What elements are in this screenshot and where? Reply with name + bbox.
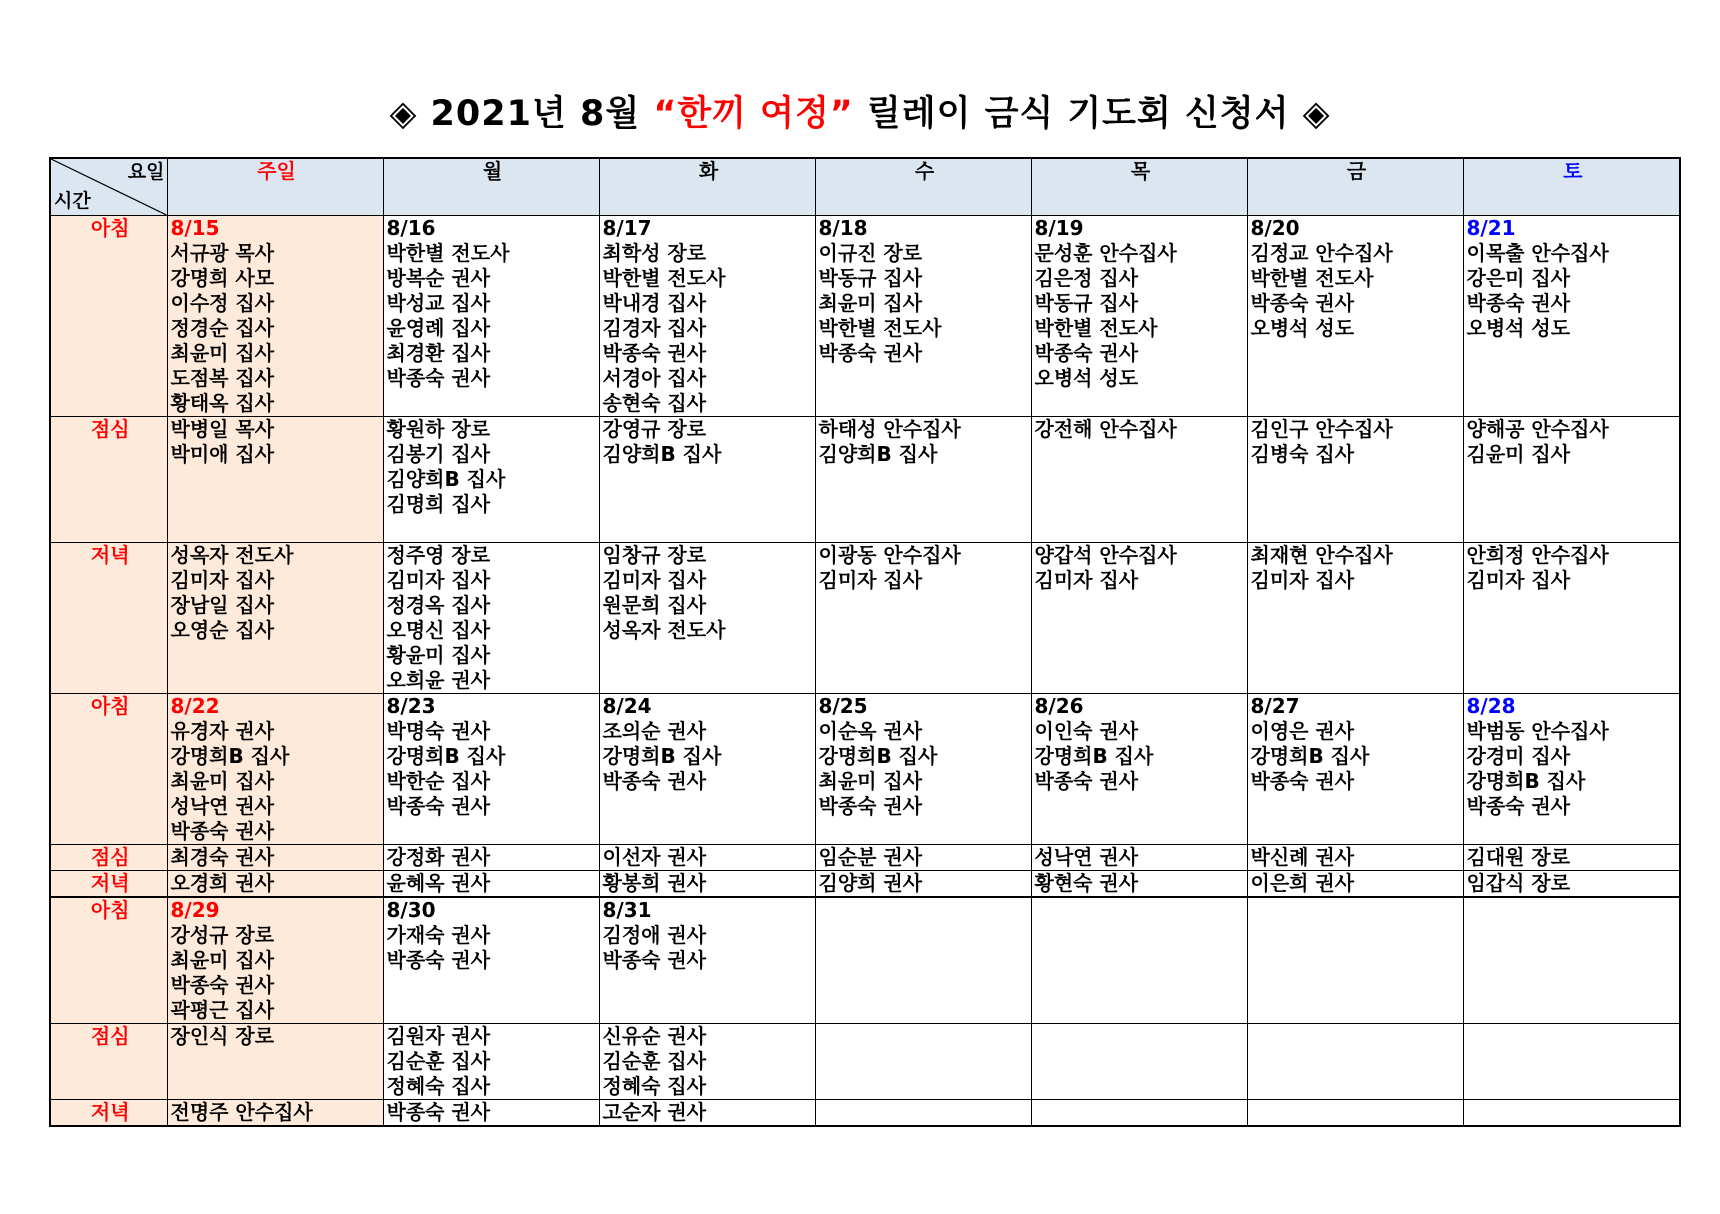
time-slot-label: 아침 [50, 694, 167, 845]
schedule-cell [599, 845, 815, 871]
participant-name: 강명희B 집사 [818, 744, 938, 768]
participant-name: 김미자 집사 [818, 568, 923, 592]
participant-name: 김양희B 집사 [386, 467, 506, 491]
schedule-row [50, 417, 1680, 543]
participant-name: 양해공 안수집사 [1466, 417, 1609, 441]
participant-name: 조의순 권사 [602, 719, 707, 743]
schedule-cell [167, 845, 383, 871]
participant-name: 원문희 집사 [602, 593, 707, 617]
participant-name: 고순자 권사 [602, 1100, 707, 1124]
participant-name: 김순훈 집사 [386, 1049, 491, 1073]
schedule-row [50, 216, 1680, 417]
cell-date: 8/21 [1466, 216, 1516, 240]
participant-name: 임순분 권사 [818, 845, 923, 869]
schedule-cell [167, 216, 383, 417]
participant-name: 김대원 장로 [1466, 845, 1571, 869]
participant-name: 김봉기 집사 [386, 442, 491, 466]
participant-name: 성낙연 권사 [1034, 845, 1139, 869]
schedule-cell [1031, 1024, 1247, 1100]
schedule-cell [599, 216, 815, 417]
participant-name: 박종숙 권사 [602, 341, 707, 365]
schedule-cell [1463, 417, 1680, 543]
cell-date: 8/17 [602, 216, 652, 240]
schedule-cell [383, 1100, 599, 1127]
participant-name: 김양희B 집사 [602, 442, 722, 466]
schedule-cell [1463, 845, 1680, 871]
participant-name: 박종숙 권사 [818, 341, 923, 365]
cell-date: 8/20 [1250, 216, 1300, 240]
participant-name: 최학성 장로 [602, 241, 707, 265]
participant-name: 박종숙 권사 [170, 819, 275, 843]
participant-name: 김정애 권사 [602, 923, 707, 947]
schedule-cell [599, 417, 815, 543]
cell-date: 8/26 [1034, 694, 1084, 718]
participant-name: 박한별 전도사 [1250, 266, 1374, 290]
cell-date: 8/18 [818, 216, 868, 240]
participant-name: 박종숙 권사 [602, 948, 707, 972]
cell-date: 8/25 [818, 694, 868, 718]
schedule-cell [1247, 543, 1463, 694]
participant-name: 오영순 집사 [170, 618, 275, 642]
participant-name: 강경미 집사 [1466, 744, 1571, 768]
time-slot-label: 점심 [50, 1024, 167, 1100]
title-prefix: ◈ 2021년 8월 [389, 94, 641, 134]
participant-name: 이규진 장로 [818, 241, 923, 265]
participant-name: 박종숙 권사 [818, 794, 923, 818]
schedule-cell [383, 694, 599, 845]
schedule-cell [599, 1024, 815, 1100]
participant-name: 최윤미 집사 [170, 341, 275, 365]
schedule-cell [815, 417, 1031, 543]
schedule-cell [599, 897, 815, 1024]
participant-name: 박종숙 권사 [1250, 291, 1355, 315]
participant-name: 강영규 장로 [602, 417, 707, 441]
header-day-thu: 목 [1031, 158, 1247, 216]
participant-name: 최윤미 집사 [818, 769, 923, 793]
participant-name: 박종숙 권사 [386, 948, 491, 972]
participant-name: 오병석 성도 [1466, 316, 1571, 340]
schedule-row [50, 543, 1680, 694]
schedule-cell [815, 543, 1031, 694]
participant-name: 황원하 장로 [386, 417, 491, 441]
header-day-sat: 토 [1463, 158, 1680, 216]
participant-name: 이수정 집사 [170, 291, 275, 315]
participant-name: 강명희B 집사 [1034, 744, 1154, 768]
schedule-cell [1031, 845, 1247, 871]
participant-name: 신유순 권사 [602, 1024, 707, 1048]
participant-name: 오명신 집사 [386, 618, 491, 642]
participant-name: 이영은 권사 [1250, 719, 1355, 743]
schedule-cell [383, 543, 599, 694]
participant-name: 황봉희 권사 [602, 871, 707, 895]
schedule-cell [383, 845, 599, 871]
schedule-cell [815, 1024, 1031, 1100]
participant-name: 박종숙 권사 [602, 769, 707, 793]
header-day-mon: 월 [383, 158, 599, 216]
participant-name: 윤혜옥 권사 [386, 871, 491, 895]
participant-name: 도점복 집사 [170, 366, 275, 390]
participant-name: 박종숙 권사 [170, 973, 275, 997]
participant-name: 강명희B 집사 [1466, 769, 1586, 793]
participant-name: 가재숙 권사 [386, 923, 491, 947]
schedule-cell [599, 1100, 815, 1127]
schedule-cell [815, 897, 1031, 1024]
time-slot-label: 점심 [50, 417, 167, 543]
participant-name: 박종숙 권사 [386, 1100, 491, 1124]
participant-name: 최윤미 집사 [818, 291, 923, 315]
participant-name: 장남일 집사 [170, 593, 275, 617]
participant-name: 오경희 권사 [170, 871, 275, 895]
participant-name: 성옥자 전도사 [602, 618, 726, 642]
participant-name: 윤영례 집사 [386, 316, 491, 340]
participant-name: 서규광 목사 [170, 241, 275, 265]
participant-name: 김병숙 집사 [1250, 442, 1355, 466]
participant-name: 박신례 권사 [1250, 845, 1355, 869]
title-highlight: “한끼 여정” [653, 94, 854, 134]
cell-date: 8/27 [1250, 694, 1300, 718]
schedule-cell [1463, 1024, 1680, 1100]
time-label: 시간 [54, 190, 91, 212]
schedule-cell [1247, 216, 1463, 417]
participant-name: 강은미 집사 [1466, 266, 1571, 290]
participant-name: 김미자 집사 [386, 568, 491, 592]
participant-name: 김순훈 집사 [602, 1049, 707, 1073]
cell-date: 8/31 [602, 898, 652, 922]
participant-name: 황태옥 집사 [170, 391, 275, 415]
schedule-cell [599, 543, 815, 694]
participant-name: 박한별 전도사 [818, 316, 942, 340]
header-day-fri: 금 [1247, 158, 1463, 216]
participant-name: 오희윤 권사 [386, 668, 491, 692]
participant-name: 김양희B 집사 [818, 442, 938, 466]
time-slot-label: 저녁 [50, 871, 167, 898]
participant-name: 오병석 성도 [1250, 316, 1355, 340]
schedule-row [50, 871, 1680, 898]
schedule-cell [1031, 543, 1247, 694]
cell-date: 8/16 [386, 216, 436, 240]
schedule-cell [1031, 417, 1247, 543]
cell-date: 8/23 [386, 694, 436, 718]
schedule-cell [815, 845, 1031, 871]
schedule-cell [815, 216, 1031, 417]
participant-name: 정주영 장로 [386, 543, 491, 567]
participant-name: 박명숙 권사 [386, 719, 491, 743]
participant-name: 김미자 집사 [1466, 568, 1571, 592]
schedule-cell [599, 694, 815, 845]
schedule-cell [383, 1024, 599, 1100]
time-slot-label: 저녁 [50, 1100, 167, 1127]
schedule-cell [1031, 897, 1247, 1024]
schedule-cell [1463, 216, 1680, 417]
participant-name: 김원자 권사 [386, 1024, 491, 1048]
participant-name: 김인구 안수집사 [1250, 417, 1393, 441]
participant-name: 이순옥 권사 [818, 719, 923, 743]
schedule-cell [167, 871, 383, 898]
time-slot-label: 아침 [50, 897, 167, 1024]
participant-name: 임갑식 장로 [1466, 871, 1571, 895]
participant-name: 최경환 집사 [386, 341, 491, 365]
participant-name: 박종숙 권사 [1466, 794, 1571, 818]
participant-name: 강명희B 집사 [1250, 744, 1370, 768]
participant-name: 박범동 안수집사 [1466, 719, 1609, 743]
participant-name: 곽평근 집사 [170, 998, 275, 1022]
header-day-tue: 화 [599, 158, 815, 216]
participant-name: 김정교 안수집사 [1250, 241, 1393, 265]
participant-name: 서경아 집사 [602, 366, 707, 390]
participant-name: 강성규 장로 [170, 923, 275, 947]
participant-name: 방복순 권사 [386, 266, 491, 290]
time-slot-label: 아침 [50, 216, 167, 417]
participant-name: 박종숙 권사 [1466, 291, 1571, 315]
participant-name: 박종숙 권사 [386, 366, 491, 390]
participant-name: 송현숙 집사 [602, 391, 707, 415]
schedule-cell [1247, 417, 1463, 543]
participant-name: 최경숙 권사 [170, 845, 275, 869]
schedule-row [50, 845, 1680, 871]
header-day-wed: 수 [815, 158, 1031, 216]
schedule-cell [1031, 1100, 1247, 1127]
schedule-cell [1463, 694, 1680, 845]
schedule-cell [167, 543, 383, 694]
schedule-cell [383, 417, 599, 543]
participant-name: 강정화 권사 [386, 845, 491, 869]
schedule-row [50, 897, 1680, 1024]
participant-name: 강명희B 집사 [170, 744, 290, 768]
participant-name: 정경옥 집사 [386, 593, 491, 617]
participant-name: 황윤미 집사 [386, 643, 491, 667]
participant-name: 최재현 안수집사 [1250, 543, 1393, 567]
cell-date: 8/30 [386, 898, 436, 922]
participant-name: 박동규 집사 [1034, 291, 1139, 315]
schedule-cell [1247, 845, 1463, 871]
header-row [50, 158, 1680, 216]
participant-name: 정혜숙 집사 [386, 1074, 491, 1098]
participant-name: 김은정 집사 [1034, 266, 1139, 290]
participant-name: 양갑석 안수집사 [1034, 543, 1177, 567]
participant-name: 박동규 집사 [818, 266, 923, 290]
schedule-cell [1031, 871, 1247, 898]
participant-name: 이목출 안수집사 [1466, 241, 1609, 265]
participant-name: 김미자 집사 [170, 568, 275, 592]
cell-date: 8/15 [170, 216, 220, 240]
participant-name: 박미애 집사 [170, 442, 275, 466]
participant-name: 성낙연 권사 [170, 794, 275, 818]
participant-name: 김미자 집사 [1250, 568, 1355, 592]
participant-name: 박성교 집사 [386, 291, 491, 315]
schedule-cell [1247, 871, 1463, 898]
schedule-cell [1031, 216, 1247, 417]
cell-date: 8/24 [602, 694, 652, 718]
cell-date: 8/19 [1034, 216, 1084, 240]
cell-date: 8/29 [170, 898, 220, 922]
cell-date: 8/28 [1466, 694, 1516, 718]
schedule-cell [383, 216, 599, 417]
schedule-cell [815, 1100, 1031, 1127]
schedule-cell [1031, 694, 1247, 845]
participant-name: 박종숙 권사 [386, 794, 491, 818]
schedule-row [50, 1024, 1680, 1100]
participant-name: 최윤미 집사 [170, 948, 275, 972]
participant-name: 안희정 안수집사 [1466, 543, 1609, 567]
schedule-cell [167, 417, 383, 543]
corner-cell [50, 158, 167, 216]
participant-name: 이은희 권사 [1250, 871, 1355, 895]
participant-name: 황현숙 권사 [1034, 871, 1139, 895]
participant-name: 하태성 안수집사 [818, 417, 961, 441]
page-title [0, 86, 1720, 136]
schedule-cell [815, 871, 1031, 898]
participant-name: 유경자 권사 [170, 719, 275, 743]
participant-name: 문성훈 안수집사 [1034, 241, 1177, 265]
participant-name: 최윤미 집사 [170, 769, 275, 793]
schedule-cell [1463, 1100, 1680, 1127]
participant-name: 박한순 집사 [386, 769, 491, 793]
schedule-cell [1247, 1024, 1463, 1100]
time-slot-label: 저녁 [50, 543, 167, 694]
participant-name: 성옥자 전도사 [170, 543, 294, 567]
schedule-cell [167, 1100, 383, 1127]
participant-name: 박내경 집사 [602, 291, 707, 315]
participant-name: 김미자 집사 [1034, 568, 1139, 592]
schedule-cell [599, 871, 815, 898]
participant-name: 박종숙 권사 [1034, 341, 1139, 365]
schedule-cell [1247, 897, 1463, 1024]
title-suffix: 릴레이 금식 기도회 신청서 ◈ [866, 94, 1331, 134]
participant-name: 이광동 안수집사 [818, 543, 961, 567]
time-slot-label: 점심 [50, 845, 167, 871]
schedule-cell [1247, 1100, 1463, 1127]
participant-name: 전명주 안수집사 [170, 1100, 313, 1124]
schedule-cell [1247, 694, 1463, 845]
participant-name: 강전해 안수집사 [1034, 417, 1177, 441]
participant-name: 이선자 권사 [602, 845, 707, 869]
schedule-cell [1463, 897, 1680, 1024]
schedule-cell [167, 1024, 383, 1100]
participant-name: 임창규 장로 [602, 543, 707, 567]
header-day-sun: 주일 [167, 158, 383, 216]
participant-name: 박병일 목사 [170, 417, 275, 441]
participant-name: 김미자 집사 [602, 568, 707, 592]
schedule-cell [167, 897, 383, 1024]
schedule-row [50, 694, 1680, 845]
participant-name: 강명희B 집사 [602, 744, 722, 768]
participant-name: 강명희B 집사 [386, 744, 506, 768]
participant-name: 김명희 집사 [386, 492, 491, 516]
participant-name: 박종숙 권사 [1034, 769, 1139, 793]
schedule-row [50, 1100, 1680, 1127]
schedule-cell [383, 871, 599, 898]
participant-name: 박한별 전도사 [386, 241, 510, 265]
participant-name: 오병석 성도 [1034, 366, 1139, 390]
participant-name: 박한별 전도사 [602, 266, 726, 290]
schedule-cell [167, 694, 383, 845]
participant-name: 김양희 권사 [818, 871, 923, 895]
participant-name: 강명희 사모 [170, 266, 275, 290]
participant-name: 박한별 전도사 [1034, 316, 1158, 340]
schedule-cell [815, 694, 1031, 845]
schedule-cell [1463, 871, 1680, 898]
participant-name: 박종숙 권사 [1250, 769, 1355, 793]
participant-name: 정경순 집사 [170, 316, 275, 340]
participant-name: 장인식 장로 [170, 1024, 275, 1048]
participant-name: 김윤미 집사 [1466, 442, 1571, 466]
schedule-cell [1463, 543, 1680, 694]
cell-date: 8/22 [170, 694, 220, 718]
participant-name: 정혜숙 집사 [602, 1074, 707, 1098]
participant-name: 김경자 집사 [602, 316, 707, 340]
day-label: 요일 [127, 161, 165, 183]
schedule-table [49, 157, 1681, 1127]
participant-name: 이인숙 권사 [1034, 719, 1139, 743]
schedule-cell [383, 897, 599, 1024]
